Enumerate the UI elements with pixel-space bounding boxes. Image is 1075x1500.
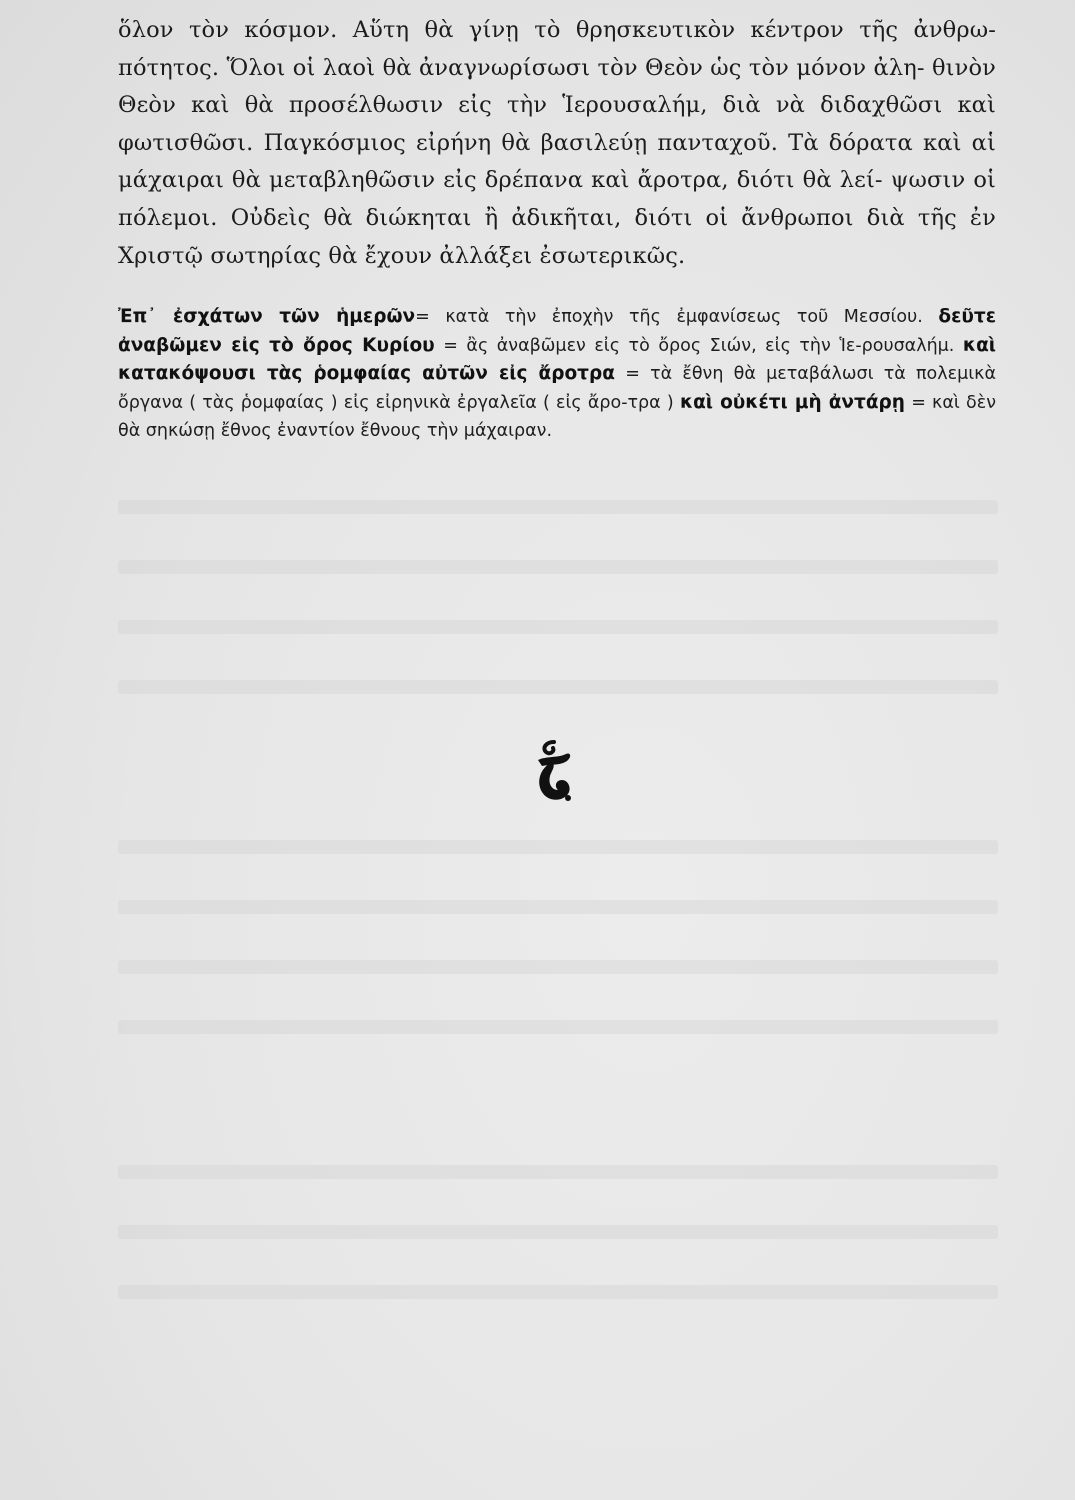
paragraph-line: πότητος. Ὅλοι οἱ λαοὶ θὰ ἀναγνωρίσωσι τὸν Θεὸν ὡς τὸν μόνον ἀλη- (118, 54, 925, 81)
vine-leaf-ornament-icon (528, 738, 578, 808)
bleed-through-line (118, 1165, 998, 1179)
glossary-term: δεῦτε ἀναβῶμεν εἰς τὸ ὄρος Κυρίου (118, 306, 996, 356)
bleed-through-line (118, 960, 998, 974)
glossary-term: Ἐπ᾿ ἐσχάτων τῶν ἡμερῶν (118, 306, 416, 327)
glossary-gloss: = τὰ ἔθνη θὰ μεταβάλωσι τὰ πολεμικὰ ὄργανα ( τὰς ῥομφαίας ) εἰς εἰρηνικὰ ἐργαλεῖα ( εἰς ἄρο-τρα ) (118, 364, 996, 413)
glossary-gloss: = καὶ δὲν θὰ σηκώσῃ ἔθνος ἐναντίον ἔθνους τὴν μάχαιραν. (118, 392, 996, 442)
bleed-through-line (118, 1285, 998, 1299)
paragraph-line: διὰ τῆς ἐν Χριστῷ σωτηρίας θὰ ἔχουν ἀλλάξει ἐσωτερικῶς. (118, 204, 996, 269)
glossary-term: καὶ οὐκέτι μὴ ἀντάρῃ (679, 391, 905, 413)
paragraph-line: ψωσιν οἱ πόλεμοι. Οὐδεὶς θὰ διώκηται ἢ ἀδικῆται, διότι οἱ ἄνθρωποι (118, 167, 996, 231)
bleed-through-line (118, 560, 998, 574)
paragraph-line: ὅλον τὸν κόσμον. Αὕτη θὰ γίνῃ τὸ θρησκευτικὸν κέντρον τῆς ἀνθρω- (118, 17, 996, 43)
paragraph-line: καὶ φωτισθῶσι. Παγκόσμιος εἰρήνη θὰ βασιλεύῃ πανταχοῦ. Τὰ δόρατα (118, 92, 996, 156)
bleed-through-line (118, 900, 998, 914)
glossary-gloss: = ἂς ἀναβῶμεν εἰς τὸ ὄρος Σιών, εἰς τὴν Ἱε-ρουσαλήμ. (443, 335, 955, 356)
bleed-through-line (118, 500, 998, 514)
bleed-through-line (118, 620, 998, 634)
glossary-gloss: = κατὰ τὴν ἐποχὴν τῆς ἐμφανίσεως τοῦ Μεσσίου. (415, 307, 923, 327)
paragraph-line: καὶ αἱ μάχαιραι θὰ μεταβληθῶσιν εἰς δρέπανα καὶ ἄροτρα, διότι θὰ λεί- (118, 129, 996, 194)
bleed-through-line (118, 680, 998, 694)
bleed-through-line (118, 1020, 998, 1034)
bleed-through-line (118, 840, 998, 854)
paragraph-line: θινὸν Θεὸν καὶ θὰ προσέλθωσιν εἰς τὴν Ἱερουσαλήμ, διὰ νὰ διδαχθῶσι (118, 54, 996, 119)
glossary-term: καὶ κατακόψουσι τὰς ῥομφαίας αὐτῶν εἰς ἄροτρα (118, 334, 996, 385)
bleed-through-line (118, 1225, 998, 1239)
glossary-note (118, 303, 996, 446)
body-paragraph (118, 12, 996, 275)
